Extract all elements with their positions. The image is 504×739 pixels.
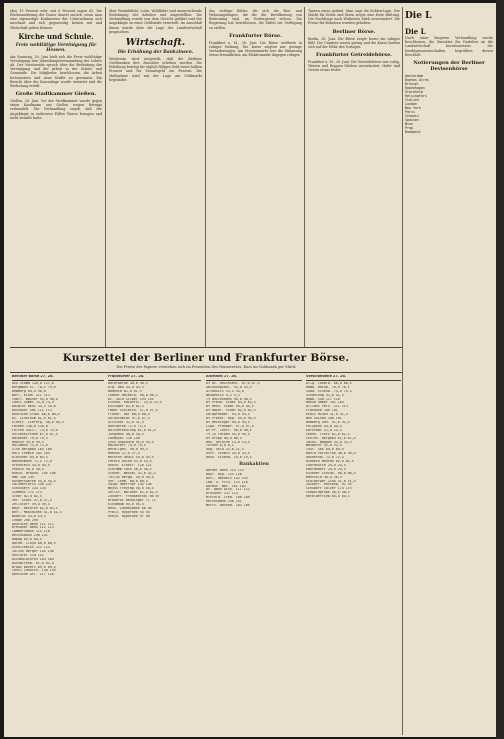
table-row: Mitteld. Cred. 108 109 xyxy=(206,496,250,500)
article-heading: Frankfurter Börse. xyxy=(229,32,282,39)
kurszettel-subtitle: Die Preise der Papiere verstehen sich im Prozenten des Nennwertes, Kurs im Goldmark per Stück xyxy=(116,365,296,369)
table-row: Badenia 61,0 61,5 xyxy=(108,389,142,393)
table-row: Liqu. Pfandbr. 97,0 97,5 xyxy=(206,424,254,428)
table-row: Bergmann El. 78,5 79,0 xyxy=(12,385,56,389)
table-row: Eichbaum 95,0 95,5 xyxy=(108,503,144,506)
table-row: Commerzbank 115 116 xyxy=(12,530,50,534)
table-row: Reichsbank 230 231 xyxy=(12,534,48,538)
column-rule xyxy=(105,7,106,347)
stock-table-3 xyxy=(206,375,302,737)
table-row: Charl. Wasser 95,0 96,0 xyxy=(12,397,58,401)
column-3 xyxy=(209,9,302,349)
table-row: Felten Guill. 74,0 75,0 xyxy=(12,428,58,432)
table-row: Dt. Linoleum 81,0 81,5 xyxy=(12,417,56,421)
table-row: 8% Hess. Staat 94,0 94,5 xyxy=(206,405,254,409)
table-row: Moenus 27,0 27,5 xyxy=(108,452,140,456)
table-row: Stockholm xyxy=(405,89,423,94)
table-row: Wayss Freytag 58,0 58,5 xyxy=(108,487,154,491)
table-row: Allg. Lokalb. 86,0 86,5 xyxy=(306,381,352,385)
table-row: 7% IG Farben 95,0 95,5 xyxy=(206,432,250,436)
table-row: Barmer Bank 114 115 xyxy=(206,468,244,472)
table-row: Hess. Landesbank 88 89 xyxy=(108,506,152,510)
table-row: RWE 148 149 xyxy=(12,475,34,479)
table-row: Prag xyxy=(405,125,413,130)
table-row: Amsterdam xyxy=(405,73,423,78)
table-row: Deutsche Erdöl 68,0 68,5 xyxy=(12,413,60,417)
table-row: 6% Bayer. Staat 82,0 82,5 xyxy=(206,409,256,413)
table-row: Otavi Minen 31,0 31,5 xyxy=(306,413,348,417)
table-heading: Notierungen der Berliner Devisenbörse xyxy=(413,59,485,72)
table-row: Schuckert 133 134 xyxy=(12,487,46,491)
table-row: Farben 138,0 139,0 xyxy=(12,424,48,428)
table-row: Helsingfors xyxy=(405,93,427,98)
table-row: Darmst. Nat. 182 183 xyxy=(206,484,246,488)
table-row: Paris xyxy=(405,109,415,114)
table-row: 6% Krupp 88,0 88,5 xyxy=(206,436,242,440)
column-rule xyxy=(304,7,305,347)
table-row: Peters Union 53,0 53,5 xyxy=(108,460,152,464)
table-header: Frankfurter 27. 28. xyxy=(108,375,201,381)
right-column-title: Die L xyxy=(405,11,432,21)
table-row: Schuhf. Wessel 42,0 42,5 xyxy=(108,471,156,475)
table-row: Gesfürel 110 111 xyxy=(12,553,44,557)
table-row: Hotelbetrieb 64,0 64,5 xyxy=(306,495,350,499)
table-row: Schles. Bergbau 61,0 61,5 xyxy=(306,436,356,440)
scan-edge xyxy=(496,0,504,739)
table-row: Lahmeyer 139 140 xyxy=(108,436,140,440)
table-row: 6% Preuß. Staat 83,0 83,5 xyxy=(206,401,256,405)
table-row: Kahla Porzellan 36,0 36,5 xyxy=(306,452,356,456)
table-row: Julius Berger 145 146 xyxy=(12,549,54,553)
table-row: Polyphon 44,0 44,5 xyxy=(306,424,342,428)
stock-table-2 xyxy=(108,375,201,737)
table-row: Phönix 50,0 50,5 xyxy=(12,467,44,471)
table-row: Klöckner 65,0 65,5 xyxy=(12,456,48,460)
table-row: Buenos Aires xyxy=(405,77,429,82)
table-row: Rhein. Elektr. 120 121 xyxy=(108,463,152,467)
table-row: Schantung 41,0 41,5 xyxy=(306,393,344,397)
table-row: Accumulatoren 163 164 xyxy=(12,557,54,561)
article-text: Frankfurt a. M., 28. Juni. Die Börse eröffnete in ruhiger Haltung. Die Kurse zeigten nur geringe Veränderungen. Am Montanmarkt war die Stimmung etwas freundlicher, am Elektromarkt dagegen ruhiger. xyxy=(209,40,302,58)
table-row: Rosenthal 72,0 72,5 xyxy=(306,456,344,460)
table-row: Riebeck Montan 82,0 82,5 xyxy=(306,460,354,464)
table-row: 6% Dt. Reichsanl. 87,0 87,5 xyxy=(206,381,260,385)
article-text: Frankfurt a. M., 28. Juni. Die Getreidebörse war ruhig. Weizen und Roggen blieben unverändert, Hafer und Gerste etwas fester. xyxy=(308,60,400,73)
article-subheading: Freie wohltätige Vereinigung für Hessen. xyxy=(15,42,97,53)
article-text: Gießen, 28. Juni. Vor der Strafkammer wurde gegen einen Kaufmann aus Gießen wegen Betrugs verhandelt. Die Verhandlung ergab, daß der Angeklagte in mehreren Fällen Waren bezogen und nicht bezahlt hatte. xyxy=(10,99,102,120)
table-row: Zuckerf. Rastenb. 92 93 xyxy=(306,483,352,487)
stock-table-4 xyxy=(306,375,401,737)
table-row: Württ. Notenb. 103 104 xyxy=(206,504,250,508)
table-row: Zellstoff 59,0 59,5 xyxy=(12,503,50,506)
table-row: Rhein. Hypothek 97 98 xyxy=(108,514,150,518)
table-row: Lech Augsburg 95,0 95,5 xyxy=(108,440,154,444)
table-row: Chade 298 299 xyxy=(12,518,38,522)
table-row: Holzmann 71,0 72,0 xyxy=(12,444,48,448)
section-heading: Kirche und Schule. xyxy=(18,31,94,41)
article-heading: Große Stadtkammer Gießen. xyxy=(15,91,97,98)
kurszettel-title: Kurszettel der Berliner und Frankfurter Börse. xyxy=(62,352,350,364)
table-row: Spanien xyxy=(405,117,419,122)
newspaper-page xyxy=(4,3,496,737)
table-row: Thür. Gas 89,0 89,5 xyxy=(306,448,344,452)
table-row: Ablösungsanl. 53,0 53,5 xyxy=(206,385,252,389)
table-row: Mex. Anleihe 13,0 13,5 xyxy=(206,440,250,444)
table-row: Bemberg Gen. 91,0 91,5 xyxy=(306,420,350,424)
article-text: Am Samstag, 28. Juni hielt sich die Freie wohltätige Vereinigung ihre Jahreshauptversammlung der Lehrer ab. Der Vorsitzende sprach über die Bedeutung der Vereinigung und die Arbeit in der Schule und Gemeinde. Die Mitglieder beschlossen, die Arbeit fortzusetzen und neue Kräfte zu gewinnen. Ein Bericht über die Kassenlage wurde erstattet und die Entlastung erteilt. xyxy=(10,54,102,88)
table-row: Ver. Stahl 57,0 57,5 xyxy=(12,499,52,503)
table-row: Stöhr 82,0 82,5 xyxy=(12,495,42,499)
table-row: Brown Boveri 89,0 89,5 xyxy=(12,565,56,569)
bank-table-title: Bankaktien xyxy=(239,462,269,468)
table-row: Budapest xyxy=(405,129,421,134)
table-row: Bayr. Motoren 62,0 62,5 xyxy=(12,506,58,510)
column-4 xyxy=(308,9,400,349)
table-row: Ver. Chem. 80,0 80,5 xyxy=(108,479,148,483)
table-row: Hoesch 59,0 59,5 xyxy=(12,440,44,444)
table-row: Altbesitz 53,5 54,0 xyxy=(206,389,244,393)
table-header: Berliner Börse 27. 28. xyxy=(12,375,104,381)
table-row: Brauerei Henninger 71 72 xyxy=(108,499,156,503)
table-row: Zuckerf. Frankenthal 66 67 xyxy=(108,495,160,499)
column-2 xyxy=(109,9,202,329)
table-row: Neubesitz 9,2 9,3 xyxy=(206,393,240,397)
column-rule xyxy=(402,7,403,735)
table-row: Sächs. Waggon 33,0 33,5 xyxy=(306,440,352,444)
table-row: Mainkraft 75,0 75,5 xyxy=(108,444,146,448)
table-row: Aschaffenb. 61,0 61,5 xyxy=(12,561,54,565)
section-heading: Die L xyxy=(405,27,426,36)
table-row: Ilse Bergbau 165 166 xyxy=(12,448,52,452)
article-subheading: Die Erhöhung der Bankzinsen. xyxy=(117,49,194,55)
table-row: Dt. Bank Disk. 111 112 xyxy=(206,488,250,492)
table-row: Neu Guinea 180 181 xyxy=(306,417,342,421)
table-row: Conti Caoutch. 138 139 xyxy=(12,569,56,573)
table-row: 8% Pr. Centr. 96,0 96,5 xyxy=(206,428,252,432)
table-row: Hanfwerke 72,0 72,5 xyxy=(108,424,146,428)
table-row: Daimler Benz 33,5 34,0 xyxy=(12,405,56,409)
table-row: Holzverkohlung 61,0 61,5 xyxy=(108,428,156,432)
table-row: Bayr. Hyp. 125 126 xyxy=(206,472,242,476)
table-row: Hansa Dampf 102 103 xyxy=(306,401,344,405)
table-row: Schubert Salzer 174 175 xyxy=(306,487,352,491)
divider xyxy=(10,347,402,348)
table-row: Reichsbank 230 231 xyxy=(206,500,242,504)
article-text: Berlin, 28. Juni. Die Börse zeigte heute ein ruhiges Bild. Die Umsätze waren gering und die Kurse hielten sich auf der Höhe des Vortages. xyxy=(308,36,400,49)
table-row: Buderus 53,0 53,5 xyxy=(12,514,46,518)
table-row: Wien xyxy=(405,121,413,126)
table-row: 7% Reichsbahn 90,0 90,5 xyxy=(206,397,252,401)
table-row: Östr. Schatz 25,0 25,5 xyxy=(206,452,250,456)
table-row: Schultheiss 122 123 xyxy=(12,545,50,549)
table-row: Rütgerswerke 54,0 54,5 xyxy=(12,479,56,483)
table-row: Italien xyxy=(405,97,419,102)
table-row: Berl. Maschinen 41,0 41,5 xyxy=(12,510,62,514)
table-row: Mansfeld 36,0 36,5 xyxy=(306,475,342,479)
table-row: Zellst. Waldhof 62,0 62,5 xyxy=(108,491,158,495)
table-row: Brüssel xyxy=(405,81,419,86)
table-row: Allianz Vers. 212 213 xyxy=(306,405,348,409)
table-row: Goldpfandbr. 93,0 93,5 xyxy=(206,413,250,417)
table-row: Oberbedarf 29,0 29,5 xyxy=(306,467,346,471)
table-row: Deutsche Bank 111 112 xyxy=(12,522,54,526)
table-row: Goldschmidt 47,0 47,5 xyxy=(108,417,150,421)
devisen-table xyxy=(405,74,493,134)
table-row: Frankf. Hof 68,0 68,5 xyxy=(108,413,150,417)
table-row: 8% Meininger 94,0 94,5 xyxy=(206,420,250,424)
table-row: Faber Schleich. 57,0 57,5 xyxy=(108,409,158,413)
table-row: Leopoldgrube 40,0 40,5 xyxy=(306,491,350,495)
table-row: Frankona 180 181 xyxy=(306,409,338,413)
table-row: Alg. Bau 44,0 44,5 xyxy=(108,385,144,389)
table-row: Schramm Lack 58,0 58,5 xyxy=(108,467,152,471)
table-row: Adlerwerke 30,0 30,5 xyxy=(108,381,148,385)
table-row: Karstadt 22,0 22,5 xyxy=(306,428,342,432)
table-row: Berl. Kindl 212 213 xyxy=(12,393,50,397)
table-row: Bemberg 89,0 90,0 xyxy=(12,389,46,393)
table-row: Orenstein 44,0 44,5 xyxy=(12,463,50,467)
table-row: Nordd. Lloyd 86,0 86,5 xyxy=(12,542,56,546)
table-row: Cement Heidelb. 98,0 98,5 xyxy=(108,393,158,397)
table-row: Harpener 79,0 79,5 xyxy=(12,436,48,440)
table-row: Salzdetfurth 230 231 xyxy=(12,483,52,487)
article-heading: Frankfurter Getreidebörse. xyxy=(315,52,393,59)
stock-table-1 xyxy=(12,375,104,737)
table-row: Com. u. Priv. 115 116 xyxy=(206,480,248,484)
table-row: Kopenhagen xyxy=(405,85,425,90)
table-row: AEG Stamm 126,0 127,0 xyxy=(12,381,54,385)
table-row: Mannesmann 71,5 72,0 xyxy=(12,460,52,464)
table-row: Rhein. Braunk. 195 196 xyxy=(12,471,56,475)
table-header: Anleihen 27. 28. xyxy=(206,375,302,381)
table-row: Dessauer Gas 112 113 xyxy=(12,409,52,413)
table-row: Stolberger Zink 51,0 51,5 xyxy=(306,479,356,483)
table-row: Bosn. Eisenb. 19,0 19,5 xyxy=(206,456,252,460)
article-text: Tauern einen Artikel. Man sagt die Kohlen-Lage. Der Markt für Kohle und Eisen zeigte eine feste Haltung. Die Nachfrage nach Walzeisen blieb unverändert. Die Preise für Roheisen wurden gehalten. xyxy=(308,9,400,26)
table-row: Eisenw. Kaisersl. 23,0 23,5 xyxy=(108,401,162,405)
table-row: Voigt Haeffner 145 146 xyxy=(108,483,152,487)
table-row: Essener Steink. 88,0 88,5 xyxy=(306,471,356,475)
table-row: Kali Chemie 103 104 xyxy=(12,452,50,456)
table-row: Enzinger 82,0 82,5 xyxy=(108,405,144,409)
table-row: Ung. Gold 21,0 21,5 xyxy=(206,448,244,452)
article-text: Wiederum wird mitgeteilt, daß die Berliner Großbanken ihre Zinssätze erhöhen werden. Die Erhöhung beträgt für täglich fälliges Geld einen halben Prozent und für Monatsgeld ein Prozent. Die Maßnahme wird mit der Lage am Geldmarkt begründet. xyxy=(109,56,202,82)
article-text: Nach einer längeren Verhandlung wurde beschlossen, die Zinssätze für Darlehen an die Landwirtschaft herabzusetzen. Die Kreditgenossenschaften begrüßten diesen Beschluß. xyxy=(405,36,493,57)
table-row: Siemens 172 173 xyxy=(12,491,42,495)
table-row: Wanderer 52,0 52,5 xyxy=(306,444,342,448)
section-heading: Wirtschaft. xyxy=(125,36,186,48)
table-row: Deutsche Atl. 117 118 xyxy=(12,573,54,577)
table-row: Motoren Deutz 45,0 45,5 xyxy=(108,456,154,460)
divider xyxy=(10,372,402,373)
table-row: Dresdner Bank 112 113 xyxy=(12,526,54,530)
article-text: über Rentabilität, Lohn, Wohlfahrt und unzureichende Entlohnung der Arbeiter und Angestellten. Die Verhandlung wurde von dem Gericht geführt und der Angeklagte zu einer Geldstrafe verurteilt. Im Anschluß daran wurde über die Lage der Landwirtschaft gesprochen. xyxy=(109,9,202,34)
table-row: 8% Frankf. Hyp. 95,0 95,5 xyxy=(206,417,256,421)
table-row: Tellus Bergb. 49,0 49,5 xyxy=(108,475,154,479)
article-text: das richtige Bilder, die sich die Bau- und Wohnungsfragen, die für die Bevölkerung von Bedeutung sind, im Vordergrund stehen. Die Regierung hat beschlossen, die Mittel zur Verfügung zu stellen. xyxy=(209,9,302,30)
table-row: Conti Gummi 74,0 74,5 xyxy=(12,401,54,405)
table-row: Gelsenkirchen 67,0 67,5 xyxy=(12,432,58,436)
table-header: Verschiedene 27. 28. xyxy=(306,375,401,381)
table-row: Pfälz. Hypothek 93 94 xyxy=(108,510,150,514)
table-row: Dresdner 112 113 xyxy=(206,492,238,496)
table-row: Laurahütte 24,0 24,5 xyxy=(306,463,346,467)
table-row: Türken 6,0 6,1 xyxy=(206,444,234,448)
table-row: Elektr. Lieferg. 98,0 98,5 xyxy=(12,420,64,424)
table-row: Hamb. Hochb. 76,0 76,5 xyxy=(306,385,350,389)
table-row: Gritzner 31,0 31,5 xyxy=(108,420,144,424)
table-row: Hamb. Süd 117 118 xyxy=(306,397,340,401)
table-row: New York xyxy=(405,105,421,110)
table-row: Berl. Handels 142 143 xyxy=(206,476,248,480)
article-heading: Berliner Börse. xyxy=(332,28,376,35)
table-row: London xyxy=(405,101,417,106)
table-row: Schweiz xyxy=(405,113,419,118)
article-text: iden 15 Prozent sehr, mit 6 Prozent sagen 65. Die Rückwanderung der Dauer dauert zurück, wenn man eine eigenartige Konkurrenz der Unternehmen sich anschaut und sich gegenseitig keinen mit und Wirtschaft geben können. xyxy=(10,9,102,30)
table-row: Metallges. 99,0 99,5 xyxy=(108,448,148,452)
column-rule xyxy=(205,7,206,347)
table-row: Hapag 84,0 84,5 xyxy=(12,538,42,542)
table-row: Junghans 40,0 40,5 xyxy=(108,432,144,436)
column-5 xyxy=(405,27,493,737)
column-1 xyxy=(10,9,102,349)
table-row: Dt. Gold Silber 154 155 xyxy=(108,397,154,401)
table-row: Leonh. Tietz 62,0 62,5 xyxy=(306,432,350,436)
table-row: Südd. Eisenb. 74,0 74,5 xyxy=(306,389,352,393)
